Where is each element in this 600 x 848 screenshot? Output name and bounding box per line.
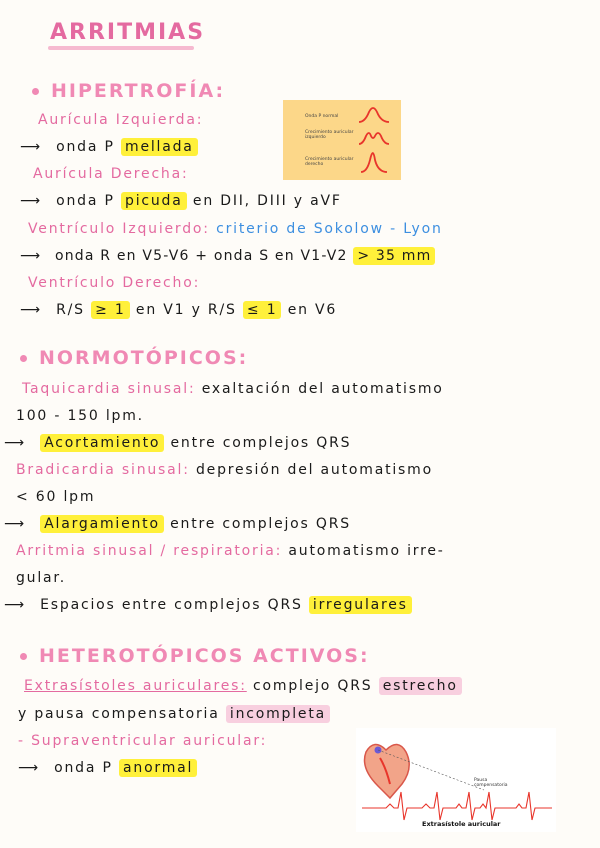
line-text: en DII, DIII y aVF [192, 193, 342, 209]
heart-ecg-drawing [356, 728, 556, 832]
highlight: Acortamiento [40, 434, 164, 452]
arritmia-label: Arritmia sinusal / respiratoria: [16, 543, 283, 559]
arrow-icon: ⟶ [20, 248, 42, 264]
arrow-icon: ⟶ [20, 302, 42, 318]
line-text: onda R en V5-V6 + onda S en V1-V2 [54, 248, 348, 264]
extrasistoles-line2 [18, 706, 330, 722]
pwave-label: Onda P normal [305, 114, 339, 119]
arritmia-line [16, 543, 445, 559]
heart-icon [365, 744, 485, 798]
p-wave-curves [283, 100, 401, 180]
arritmia-cont: gular. [16, 570, 66, 586]
arrow-icon: ⟶ [20, 139, 42, 155]
auricula-derecha-line [20, 193, 342, 209]
highlight: irregulares [309, 596, 412, 614]
section-title: HIPERTROFÍA: [51, 80, 226, 102]
taquicardia-detail [4, 435, 351, 451]
p-wave-picuda [361, 153, 387, 172]
line-text: depresión del automatismo [195, 462, 433, 478]
highlight: incompleta [226, 705, 330, 723]
section-hipertrofia [32, 80, 225, 102]
bullet-dot [20, 653, 27, 660]
line-text: onda P [56, 139, 115, 155]
bradicardia-line [16, 462, 433, 478]
taquicardia-label: Taquicardia sinusal: [22, 381, 196, 397]
pausa-label: Pausa compensatoria [474, 778, 508, 788]
ventriculo-izquierdo-line [28, 221, 443, 237]
auricula-derecha-label: Aurícula Derecha: [33, 166, 189, 182]
bullet-dot [20, 355, 27, 362]
bradicardia-range: < 60 lpm [16, 489, 96, 505]
line-text: Espacios entre complejos QRS [40, 597, 303, 613]
highlight: mellada [121, 138, 198, 156]
bradicardia-label: Bradicardia sinusal: [16, 462, 190, 478]
ventriculo-derecho-label: Ventrículo Derecho: [28, 275, 201, 291]
criterio-text: criterio de Sokolow - Lyon [216, 221, 443, 237]
section-normotopicos [20, 347, 248, 369]
title-underline [48, 46, 194, 50]
highlight: ≥ 1 [91, 301, 130, 319]
auricula-izquierda-line [20, 139, 198, 155]
pwave-label: Crecimiento auricular izquierdo [305, 130, 354, 140]
taquicardia-range: 100 - 150 lpm. [16, 408, 144, 424]
arritmia-detail [4, 597, 412, 613]
auricula-izquierda-label: Aurícula Izquierda: [38, 112, 204, 128]
section-heterotopicos [20, 645, 370, 667]
line-text: exaltación del automatismo [201, 381, 444, 397]
line-text: y pausa compensatoria [18, 706, 220, 722]
line-text: automatismo irre- [288, 543, 445, 559]
highlight: anormal [119, 759, 197, 777]
arrow-icon: ⟶ [4, 435, 26, 451]
arrow-icon: ⟶ [4, 516, 26, 532]
ventriculo-izquierdo-detail [20, 248, 435, 264]
bullet-dot [32, 88, 39, 95]
line-text: en V6 [287, 302, 338, 318]
extrasistole-illustration [356, 728, 556, 832]
line-text: onda P [56, 193, 115, 209]
arrow-icon: ⟶ [18, 760, 40, 776]
ventriculo-izquierdo-label: Ventrículo Izquierdo: [28, 221, 210, 237]
p-wave-illustration [283, 100, 401, 180]
supraventricular-label: - Supraventricular auricular: [18, 733, 268, 749]
extrasistoles-line [24, 678, 462, 694]
p-wave-normal [359, 108, 389, 122]
highlight: Alargamiento [40, 515, 164, 533]
bradicardia-detail [4, 516, 351, 532]
supraventricular-line [18, 760, 197, 776]
extrasistole-caption: Extrasístole auricular [422, 820, 501, 828]
taquicardia-line [22, 381, 444, 397]
p-wave-mellada [359, 133, 389, 144]
line-text: en V1 y R/S [135, 302, 237, 318]
ventriculo-derecho-line [20, 302, 337, 318]
extrasistoles-label: Extrasístoles auriculares: [24, 678, 247, 694]
section-title: NORMOTÓPICOS: [39, 347, 249, 369]
line-text: entre complejos QRS [170, 516, 351, 532]
highlight: ≤ 1 [243, 301, 282, 319]
arrow-icon: ⟶ [20, 193, 42, 209]
arrow-icon: ⟶ [4, 597, 26, 613]
highlight: > 35 mm [353, 247, 435, 265]
section-title: HETEROTÓPICOS ACTIVOS: [39, 645, 370, 667]
pwave-label: Crecimiento auricular derecho [305, 157, 354, 167]
highlight: estrecho [379, 677, 462, 695]
page-title: ARRITMIAS [50, 20, 206, 45]
line-text: entre complejos QRS [170, 435, 352, 451]
line-text: R/S [56, 302, 85, 318]
line-text: onda P [54, 760, 113, 776]
line-text: complejo QRS [253, 678, 373, 694]
highlight: picuda [121, 192, 187, 210]
